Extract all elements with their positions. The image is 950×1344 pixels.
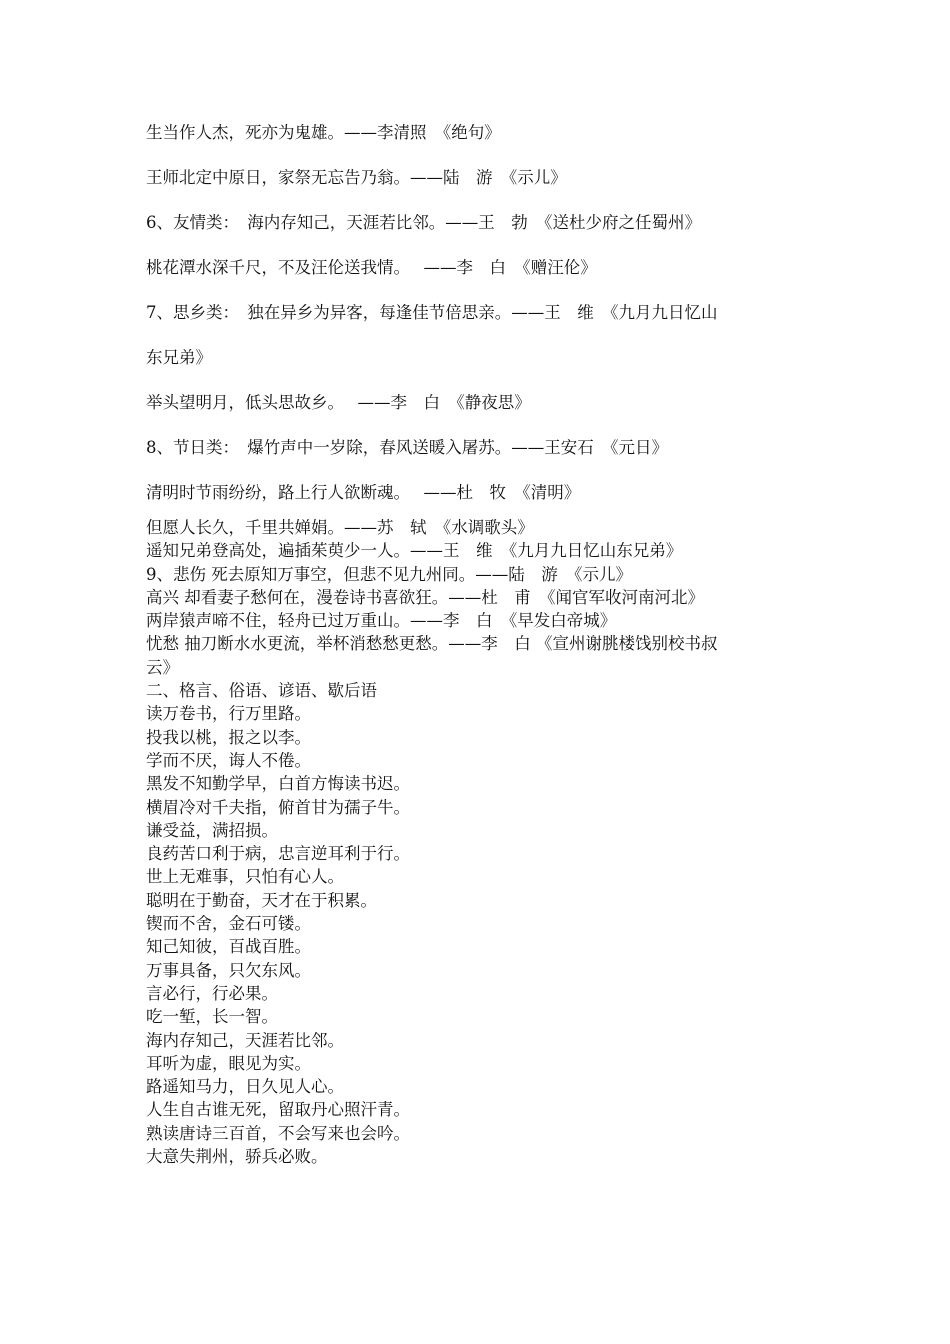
text-line: 良药苦口利于病，忠言逆耳利于行。 bbox=[146, 844, 410, 864]
text-line: 耳听为虚，眼见为实。 bbox=[146, 1053, 311, 1073]
text-line: 学而不厌，诲人不倦。 bbox=[146, 750, 311, 770]
text-line: 熟读唐诗三百首，不会写来也会吟。 bbox=[146, 1123, 410, 1143]
text-line: 黑发不知勤学早，白首方悔读书迟。 bbox=[146, 774, 410, 794]
spaced-text-block bbox=[146, 122, 846, 527]
text-line: 大意失荆州，骄兵必败。 bbox=[146, 1147, 328, 1167]
text-line: 王师北定中原日，家祭无忘告乃翁。——陆 游 《示儿》 bbox=[146, 168, 567, 187]
text-line: 人生自古谁无死，留取丹心照汗青。 bbox=[146, 1100, 410, 1120]
text-line: 桃花潭水深千尺，不及汪伦送我情。 ——李 白 《赠汪伦》 bbox=[146, 258, 597, 277]
text-line: 但愿人长久，千里共婵娟。——苏 轼 《水调歌头》 bbox=[146, 518, 534, 537]
text-line: 遥知兄弟登高处，遍插茱萸少一人。——王 维 《九月九日忆山东兄弟》 bbox=[146, 541, 683, 561]
text-line: 6、友情类： 海内存知己，天涯若比邻。——王 勃 《送杜少府之任蜀州》 bbox=[146, 213, 701, 232]
text-line: 海内存知己，天涯若比邻。 bbox=[146, 1030, 344, 1050]
text-line: 世上无难事，只怕有心人。 bbox=[146, 867, 344, 887]
text-line: 东兄弟》 bbox=[146, 348, 212, 367]
text-line: 路遥知马力，日久见人心。 bbox=[146, 1077, 344, 1097]
text-line: 清明时节雨纷纷，路上行人欲断魂。 ——杜 牧 《清明》 bbox=[146, 483, 581, 502]
text-line: 忧愁 抽刀断水水更流，举杯消愁愁更愁。——李 白 《宣州谢朓楼饯别校书叔 bbox=[146, 634, 718, 654]
text-line: 高兴 却看妻子愁何在，漫卷诗书喜欲狂。——杜 甫 《闻官军收河南河北》 bbox=[146, 587, 704, 607]
text-line: 万事具备，只欠东风。 bbox=[146, 960, 311, 980]
compact-text-block bbox=[146, 516, 846, 1168]
text-line: 锲而不舍，金石可镂。 bbox=[146, 914, 311, 934]
text-line: 9、悲伤 死去原知万事空，但悲不见九州同。——陆 游 《示儿》 bbox=[146, 564, 632, 584]
text-line: 言必行，行必果。 bbox=[146, 983, 278, 1003]
text-line: 生当作人杰，死亦为鬼雄。——李清照 《绝句》 bbox=[146, 123, 501, 142]
text-line: 7、思乡类： 独在异乡为异客，每逢佳节倍思亲。——王 维 《九月九日忆山 bbox=[146, 303, 718, 322]
text-line: 吃一堑，长一智。 bbox=[146, 1007, 278, 1027]
text-line: 读万卷书，行万里路。 bbox=[146, 704, 311, 724]
text-line: 投我以桃，报之以李。 bbox=[146, 727, 311, 747]
text-line: 聪明在于勤奋，天才在于积累。 bbox=[146, 890, 377, 910]
text-line: 云》 bbox=[146, 657, 179, 677]
text-line: 知己知彼，百战百胜。 bbox=[146, 937, 311, 957]
text-line: 横眉冷对千夫指，俯首甘为孺子牛。 bbox=[146, 797, 410, 817]
text-line: 两岸猿声啼不住，轻舟已过万重山。——李 白 《早发白帝城》 bbox=[146, 611, 617, 631]
section-heading: 二、格言、俗语、谚语、歇后语 bbox=[146, 681, 377, 701]
text-line: 8、节日类： 爆竹声中一岁除，春风送暖入屠苏。——王安石 《元日》 bbox=[146, 438, 668, 457]
text-line: 谦受益，满招损。 bbox=[146, 820, 278, 840]
text-line: 举头望明月，低头思故乡。 ——李 白 《静夜思》 bbox=[146, 393, 531, 412]
